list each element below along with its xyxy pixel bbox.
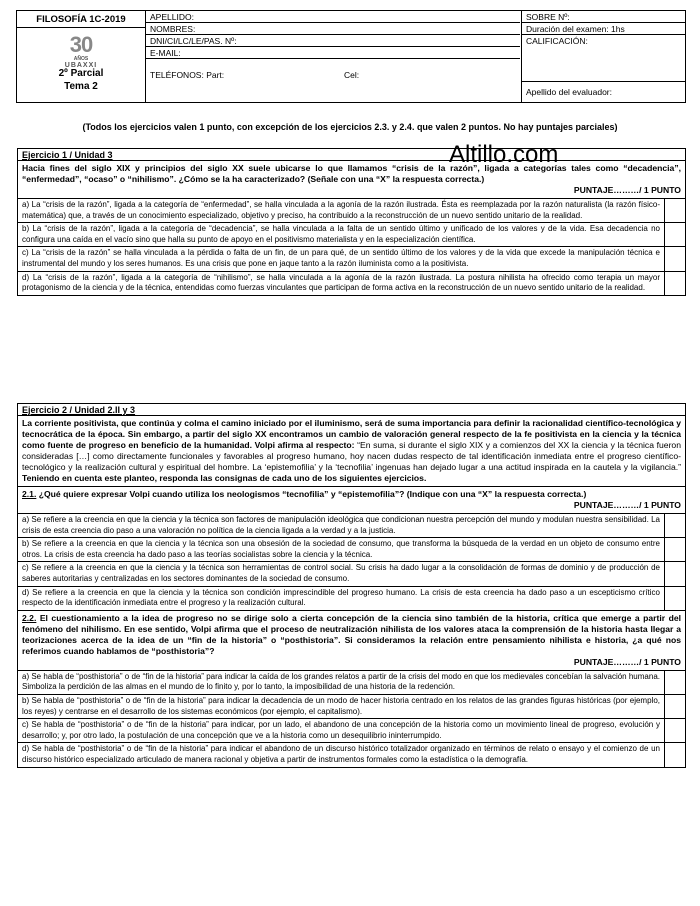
question-2-1-options [18,513,685,610]
evaluator-field[interactable]: Apellido del evaluador: [526,87,613,97]
header-left [17,11,146,102]
theme-label: Tema 2 [64,81,98,92]
option-text: c) La “crisis de la razón” se halla vinculada a la pérdida o falta de un fin, de un para qué, de un sentido último de los valores y de la vida que excede la manipulación técnica e instrumental del mundo y los seres humanos. Es una crisis que pone en jaque tanto a la razón iluminista como a la positivista. [18,247,665,271]
option-text: a) Se refiere a la creencia en que la ciencia y la técnica son factores de manipulación ideológica que condicionan nuestra percepción del mundo y modulan nuestra sensibilidad. La crisis de esta creencia dio paso a una valoración no política de la ciencia ligada a la verdad y a la justicia. [18,514,665,538]
logo-number: 30 [69,32,93,57]
answer-box[interactable] [665,743,686,767]
exam-info [521,11,686,102]
option-text: a) La “crisis de la razón”, ligada a la categoría de “enfermedad”, se halla vinculada a la agonía de la razón ilustrada. Ésta es reemplazada por la razón naturalista (la razón físico-matemática) que, a través de un conocimiento especializado, objetivo y preciso, ha contribuido a la reconstrucción de un nuevo sentido unitario de la realidad. [18,199,665,223]
apellido-field[interactable]: APELLIDO: [146,11,520,23]
option-row [18,743,685,767]
subject-title: FILOSOFÍA 1C-2019 [17,14,145,28]
answer-box[interactable] [665,223,686,247]
cel-label: Cel: [344,70,360,80]
question-2-2-options [18,670,685,767]
answer-box[interactable] [665,670,686,694]
option-row [18,562,685,586]
option-text: b) Se refiere a la creencia en que la ciencia y la técnica son una obsesión de la sociedad de consumo, que transforma la búsqueda de la verdad en un objeto de consumo entre otros. La crisis de esta creencia ha dado paso a las teorías socialistas sobre la ciencia y la técnica. [18,538,665,562]
answer-box[interactable] [665,694,686,718]
option-text: b) Se habla de “posthistoria” o de “fin de la historia” para indicar la decadencia de un modo de hacer historia centrado en los relatos de las grandes figuras históricas (por ejemplo, los reyes) y centrarse en el desarrollo de los sistemas económicos (por ejemplo, el capitalismo). [18,694,665,718]
duration-label: Duración del examen: 1hs [522,23,686,35]
option-row [18,694,685,718]
sobre-field[interactable]: SOBRE Nº: [522,11,686,23]
option-text: d) La “crisis de la razón”, ligada a la categoría de “nihilismo”, se halla vinculada a la agonía de la razón ilustrada. La postura nihilista ha ofrecido como terapia un mayor protagonismo de la ciencia y de la técnica, entendidas como fuerzas vinculantes que participan de forma activa en la reconstrucción de un nuevo sentido unitario de la realidad. [18,271,665,295]
question-2-2-number: 2.2. [22,612,37,623]
watermark: Altillo.com [449,141,559,168]
option-text: d) Se refiere a la creencia en que la ciencia y la técnica son condición imprescindible del progreso humano. La crisis de esta creencia ha dado paso a un escepticismo crítico respecto de la identificación inmediata entre el progreso y la realización cultural. [18,586,665,610]
dni-field[interactable]: DNI/CI/LC/LE/PAS. Nº: [146,35,520,47]
question-2-2 [18,610,685,670]
answer-box[interactable] [665,562,686,586]
option-row [18,271,685,295]
question-2-2-text: El cuestionamiento a la idea de progreso no se dirige solo a cierta concepción de la ciencia sino también de la historia, crítica que emerge a partir del fenómeno del nihilismo. En ese sentido, Volpi afirma que el proceso de neutralización nihilista de los valores ataca la comprensión de la historia hasta llegar a teorizaciones acerca de la idea de un “fin de la historia” o “posthistoria”. Si consideramos la relación entre pensamiento nihilista e historia, ¿a qué nos referimos cuando hablamos de “posthistoria”? [22,612,681,656]
phone-field[interactable] [146,59,520,92]
exercise-2-title: Ejercicio 2 / Unidad 2.II y 3 [18,404,685,416]
exercise-1-score: PUNTAJE………/ 1 PUNTO [573,185,681,195]
option-text: b) La “crisis de la razón”, ligada a la categoría de “decadencia”, se halla vinculada a la falta de un sentido último y unificado de los valores y de la vida. Esa decadencia no configura una caída en el vacío sino que halla su punto de apoyo en el positivismo materialista y en la especialización científica. [18,223,665,247]
logo-org: UBAXXI [64,62,98,69]
logo-years: AÑOS [73,56,89,62]
option-text: c) Se habla de “posthistoria” o de “fin de la historia” para indicar, por un lado, el abandono de una concepción de la historia como un movimiento lineal de progreso, evolución y desarrollo; y, por otro lado, la postulación de una concepción que ve a la historia como un desequilibrio ininterrumpido. [18,719,665,743]
option-row [18,719,685,743]
option-row [18,538,685,562]
option-text: d) Se habla de “posthistoria” o de “fin de la historia” para indicar el abandono de un discurso histórico totalizador organizado en términos de relato o ensayo y el comienzo de un discurso histórico especializado articulado de manera racional y objetiva a partir de instrumentos formales como la estadística o la demografía. [18,743,665,767]
exercise-2 [17,403,686,768]
option-row [18,514,685,538]
option-row [18,586,685,610]
scoring-note: (Todos los ejercicios valen 1 punto, con excepción de los ejercicios 2.3. y 2.4. que valen 2 puntos. No hay puntajes parciales) [82,122,618,132]
answer-box[interactable] [665,271,686,295]
uba-logo [51,32,111,69]
option-row [18,247,685,271]
email-field[interactable]: E-MAIL: [146,47,520,59]
answer-box[interactable] [665,514,686,538]
grade-field[interactable]: CALIFICACIÓN: [522,35,686,82]
question-2-1-text: ¿Qué quiere expresar Volpi cuando utiliza los neologismos “tecnofilia” y “epistemofilia”? (Indique con una “X” la respuesta correcta.) [36,489,587,499]
option-text: a) Se habla de “posthistoria” o de “fin de la historia” para indicar la caída de los grandes relatos a partir de la crisis del modo en que los medievales concebían la salvación humana. Simboliza la perdición de las almas en el mundo de lo finito y, por lo tanto, la imposibilidad de una historia de la redención. [18,670,665,694]
exercise-1-options [18,198,685,295]
answer-box[interactable] [665,199,686,223]
exercise-2-intro-b: Teniendo en cuenta este planteo, responda las consignas de cada uno de los siguientes ejercicios. [22,473,427,483]
exam-header [16,10,686,103]
nombres-field[interactable]: NOMBRES: [146,23,520,35]
question-2-1-score: PUNTAJE………/ 1 PUNTO [573,500,681,510]
exercise-1-title: Ejercicio 1 / Unidad 3 [18,149,685,161]
question-2-1 [18,486,685,513]
answer-box[interactable] [665,719,686,743]
exercise-1-question: Hacia fines del siglo XIX y principios del siglo XX suele ubicarse lo que llamamos “crisis de la razón”, ligada a categorías tales como “decadencia”, “enfermedad”, “ocaso” o “nihilismo”. ¿Cómo se la ha caracterizado? (Señale con una “X” la respuesta correcta.) [22,163,681,184]
answer-box[interactable] [665,538,686,562]
option-row [18,199,685,223]
volpi-quote: “En suma, si durante el siglo XIX y a comienzos del XX la ciencia y la técnica fueron consideradas […] como directamente funcionales y favorables al progreso humano, hoy nacen dudas respecto de tal identificación inmediata entre el progreso científico-tecnológico y la realización cultural y espiritual del hombre. La ‘epistemofilia’ y la ‘tecnofilia’ ingenuas han dejado lugar a una actitud inspirada en la cautela y la vigilancia.” [22,440,681,472]
exercise-1-intro [18,161,685,198]
answer-box[interactable] [665,247,686,271]
exercise-2-intro [18,416,685,486]
option-row [18,670,685,694]
exercise-2-intro-a: La corriente positivista, que continúa y colma el camino iniciado por el iluminismo, será de suma importancia para definir la racionalidad científico-tecnológica y tecnocrática de la época. Sin embargo, a partir del siglo XX encontramos un cambio de valoración general respecto de la fe positivista en la ciencia y la técnica como fuente de progreso en beneficio de la humanidad. Volpi afirma al respecto: [22,418,681,450]
student-fields [146,11,520,102]
exercise-1 [17,148,686,296]
answer-box[interactable] [665,586,686,610]
question-2-1-number: 2.1. [22,489,37,499]
question-2-2-score: PUNTAJE………/ 1 PUNTO [573,656,681,667]
option-text: c) Se refiere a la creencia en que la ciencia y la técnica son herramientas de control social. Su crisis ha dado lugar a la consolidación de formas de dominio y de producción de saberes autoritarias y centralizadas en los sectores dominantes de la sociedad de consumo. [18,562,665,586]
partial-label: 2º Parcial [58,68,104,79]
option-row [18,223,685,247]
phone-label: TELÉFONOS: Part: [150,70,225,80]
